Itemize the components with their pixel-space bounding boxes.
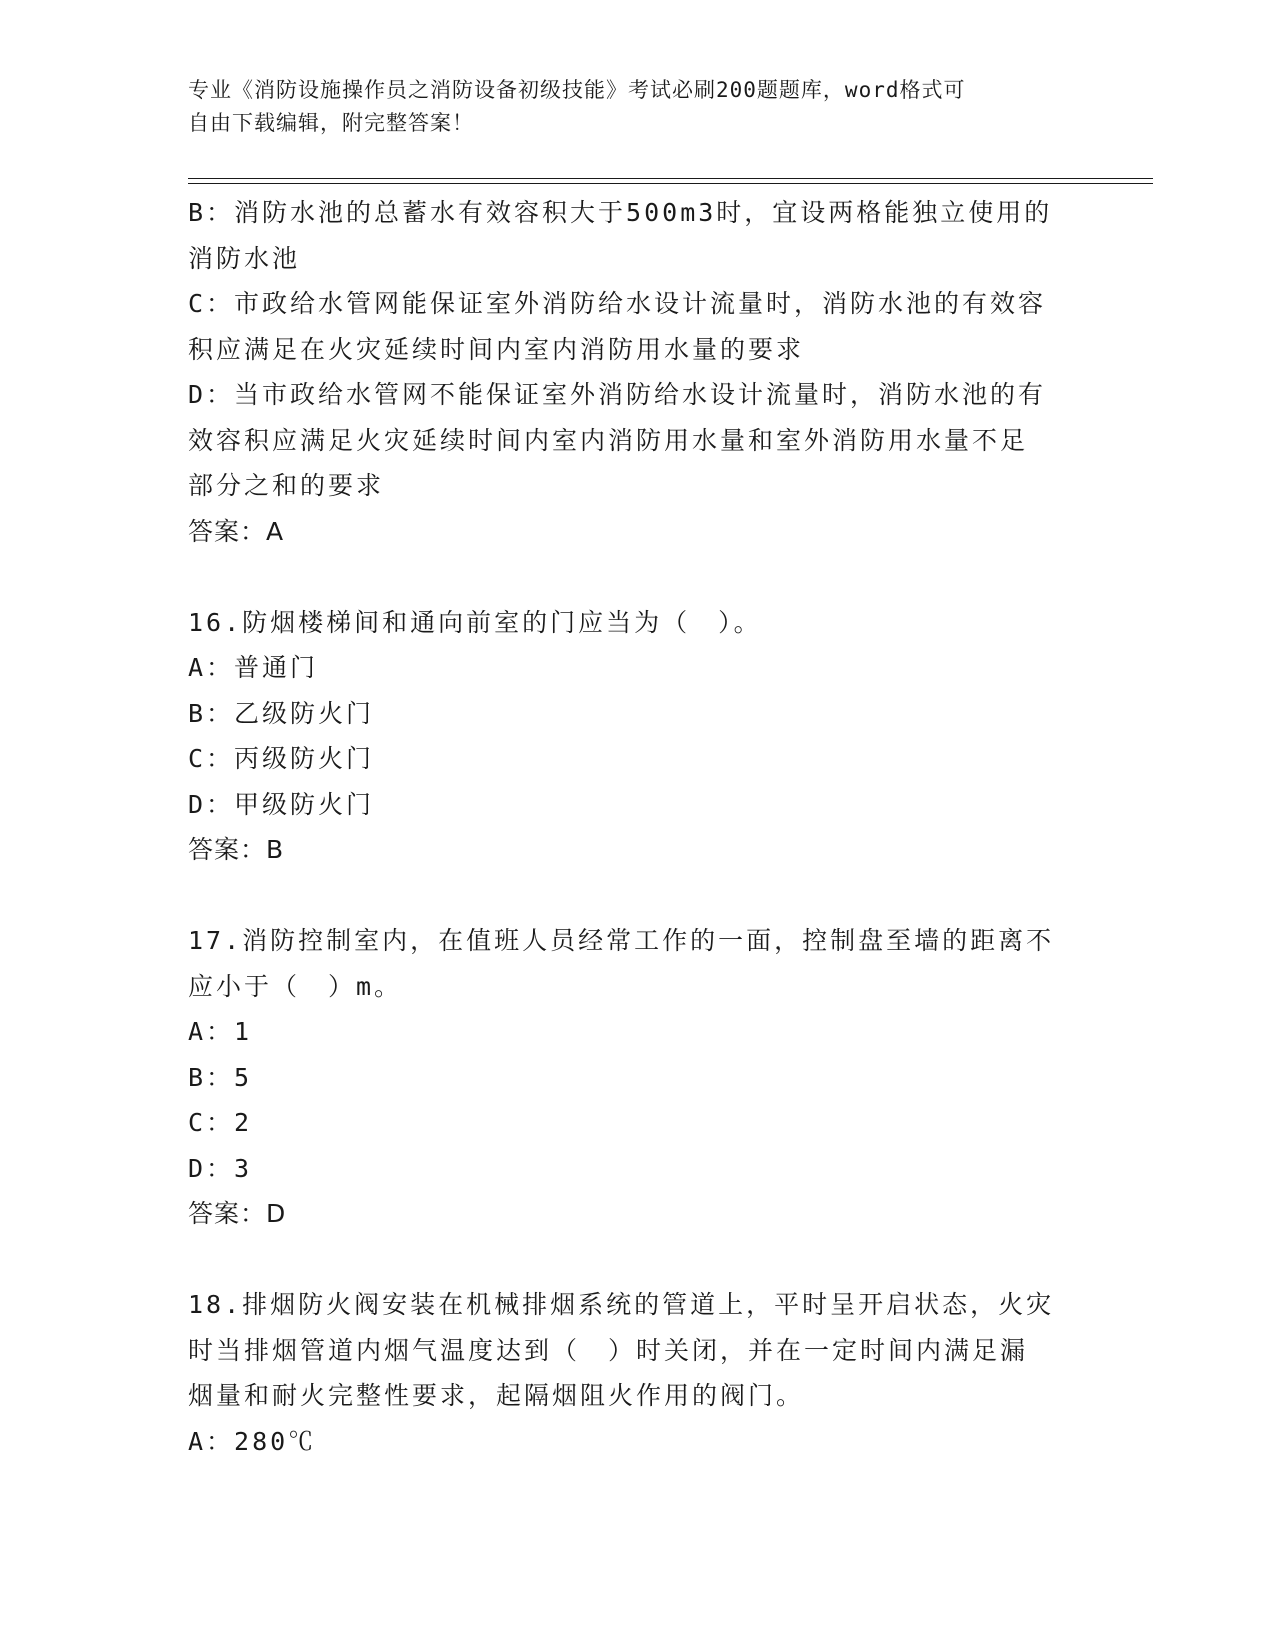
q17-option-d: D：3 [188,1153,253,1183]
question-17 [188,918,1088,1237]
q17-stem-line-2: 应小于（ ）m。 [188,971,403,1001]
q16-option-a: A：普通门 [188,653,319,682]
spacer [188,873,1088,919]
q17-option-c: C：2 [188,1108,253,1137]
spacer [188,554,1088,600]
q16-stem: 16.防烟楼梯间和通向前室的门应当为（ ）。 [188,607,762,637]
q16-option-c: C：丙级防火门 [188,744,375,773]
header-title-line-2: 自由下载编辑，附完整答案！ [188,111,474,135]
header-rule-bottom [188,183,1153,184]
q15-option-d-line-2: 效容积应满足火灾延续时间内室内消防用水量和室外消防用水量不足 [188,425,1029,455]
spacer [188,1237,1088,1283]
header-title-line-1: 专业《消防设施操作员之消防设备初级技能》考试必刷200题题库，word格式可 [188,78,966,102]
question-16 [188,600,1088,873]
q15-answer: 答案：A [188,516,285,546]
q18-stem-line-1: 18.排烟防火阀安装在机械排烟系统的管道上，平时呈开启状态，火灾 [188,1290,1055,1319]
q15-option-b-line-1: B：消防水池的总蓄水有效容积大于500m3时，宜设两格能独立使用的 [188,198,1053,227]
q17-stem-line-1: 17.消防控制室内，在值班人员经常工作的一面，控制盘至墙的距离不 [188,926,1055,955]
q15-option-b-line-2: 消防水池 [188,243,301,273]
q15-option-d-line-3: 部分之和的要求 [188,471,385,500]
q17-answer: 答案：D [188,1199,287,1228]
q16-answer: 答案：B [188,835,285,864]
q18-stem-line-2: 时当排烟管道内烟气温度达到（ ）时关闭，并在一定时间内满足漏 [188,1335,1029,1365]
document-header [188,74,1068,140]
q15-option-c-line-2: 积应满足在火灾延续时间内室内消防用水量的要求 [188,334,805,364]
q15-option-d-line-1: D：当市政给水管网不能保证室外消防给水设计流量时，消防水池的有 [188,380,1047,409]
question-18 [188,1282,1088,1464]
q18-stem-line-3: 烟量和耐火完整性要求，起隔烟阻火作用的阀门。 [188,1381,805,1410]
q17-option-a: A：1 [188,1017,253,1046]
q16-option-b: B：乙级防火门 [188,698,375,728]
document-body [188,190,1088,1464]
question-15-continued [188,190,1088,554]
q18-option-a: A：280℃ [188,1426,317,1456]
header-rule-top [188,178,1153,179]
q17-option-b: B：5 [188,1062,253,1092]
q16-option-d: D：甲级防火门 [188,789,375,819]
q15-option-c-line-1: C：市政给水管网能保证室外消防给水设计流量时，消防水池的有效容 [188,289,1047,318]
